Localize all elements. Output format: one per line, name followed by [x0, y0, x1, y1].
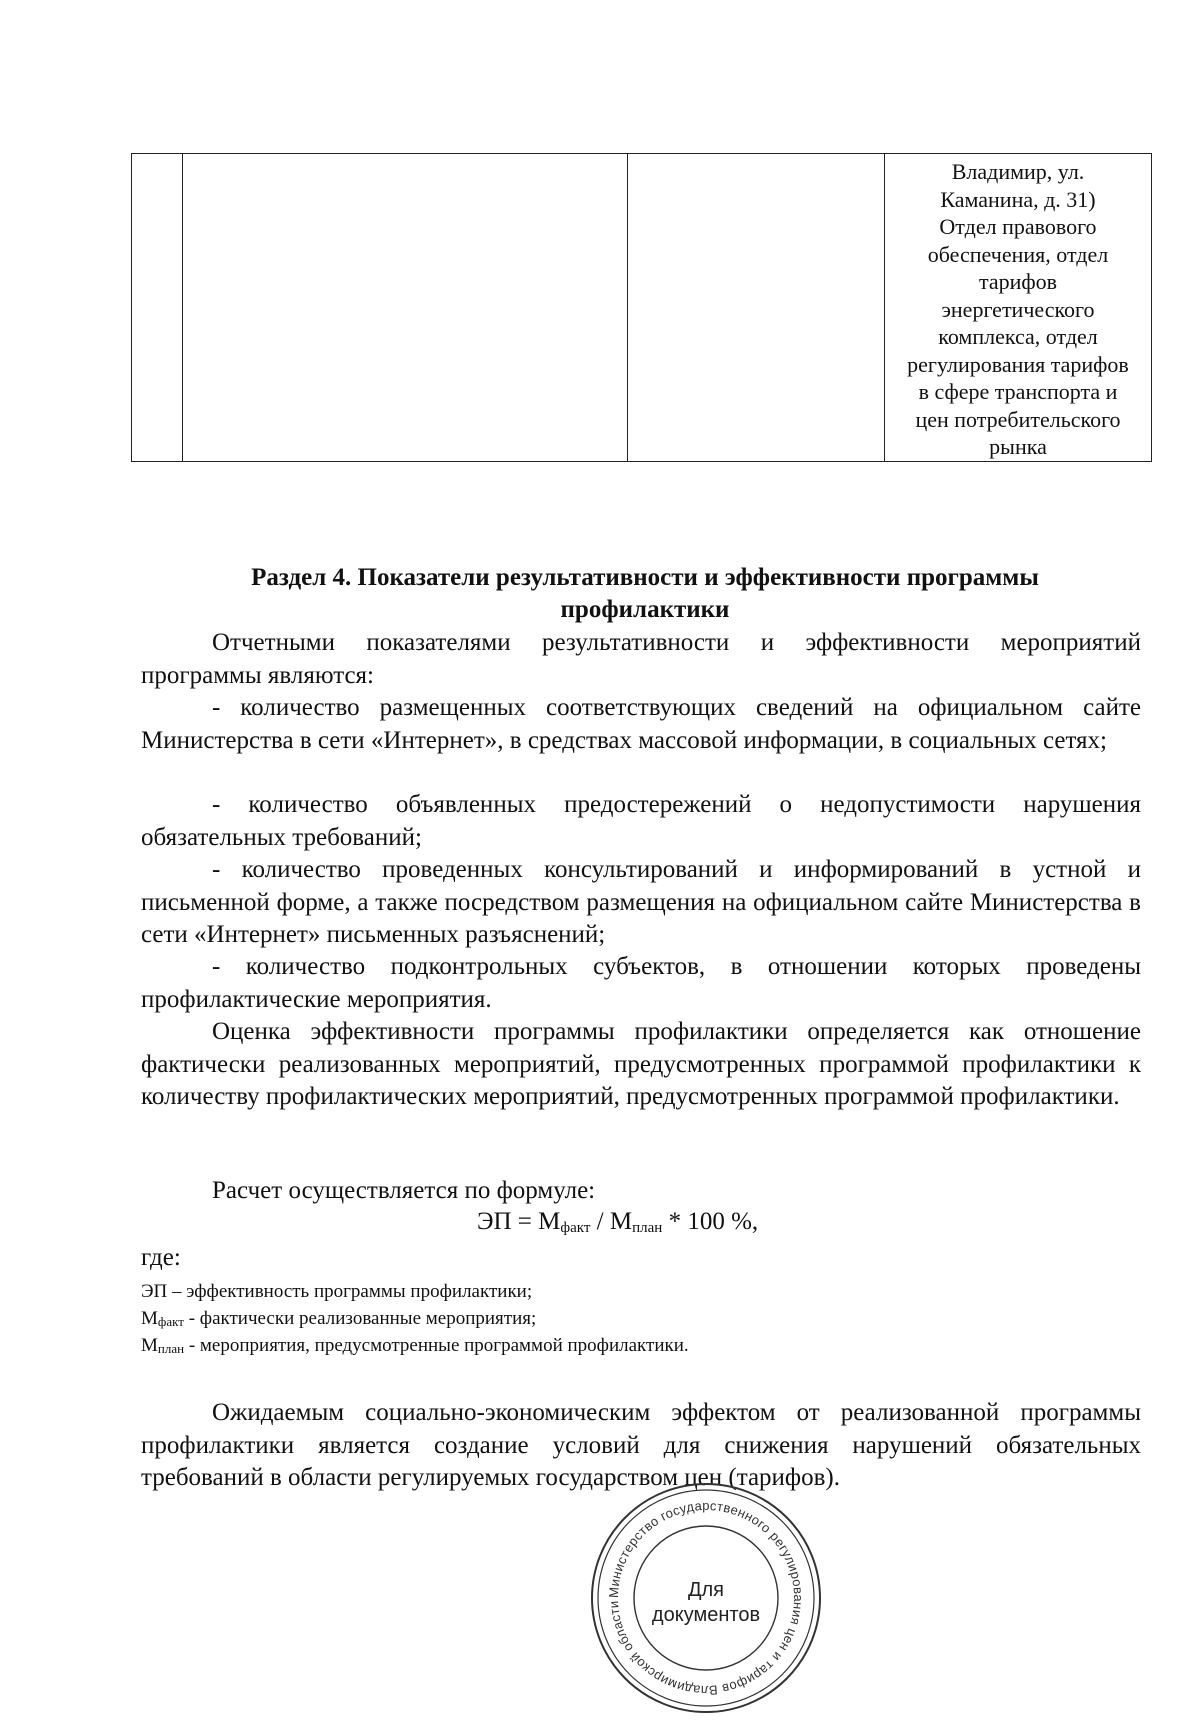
stamp-center-text: [586, 1578, 826, 1628]
definition-symbol: М: [141, 1335, 158, 1356]
official-stamp: [586, 1478, 826, 1718]
formula: [477, 1206, 758, 1244]
evaluation-paragraph: [141, 1016, 1141, 1114]
list-item: [141, 854, 1141, 952]
section-title-line2: профилактики: [560, 596, 730, 623]
list-item-text: - количество проведенных консультирований и информирований в устной и письменной форме, а также посредством размещения на официальном сайте Министерства в сети «Интернет» письменных разъяснений;: [141, 856, 1141, 948]
table-cell-number: [132, 154, 183, 462]
table-row: [132, 154, 1152, 462]
definition-item: [141, 1307, 536, 1334]
responsible-text: Владимир, ул. Каманина, д. 31) Отдел правового обеспечения, отдел тарифов энергетического комплекса, отдел регулирования тарифов в сфере транспорта и цен потребительского рынка: [907, 159, 1129, 459]
definition-sub: факт: [157, 1314, 184, 1329]
definition-text: – эффективность программы профилактики;: [167, 1281, 533, 1302]
stamp-ring-text: Министерство государственного регулирования цен и тарифов Владимирской области: [605, 1497, 807, 1699]
table-cell-responsible: [885, 154, 1152, 462]
stamp-center-line1: Для: [687, 1579, 725, 1601]
table-fragment: [131, 153, 1152, 462]
list-item: [141, 789, 1141, 854]
list-item-text: - количество подконтрольных субъектов, в отношении которых проведены профилактические мероприятия.: [141, 953, 1141, 1013]
table-cell-event: [183, 154, 628, 462]
conclusion-text: Ожидаемым социально-экономическим эффектом от реализованной программы профилактики является создание условий для снижения нарушений обязательных требований в области регулируемых государством цен (тарифов).: [141, 1399, 1141, 1491]
definition-symbol: М: [141, 1308, 158, 1329]
definition-text: - фактически реализованные мероприятия;: [183, 1308, 537, 1329]
list-item-text: - количество объявленных предостережений о недопустимости нарушения обязательных требований;: [141, 791, 1141, 851]
stamp-center-line2: документов: [651, 1604, 761, 1626]
section-title-line1: Раздел 4. Показатели результативности и эффективности программы: [251, 564, 1039, 591]
where-label: где:: [141, 1244, 181, 1271]
list-item: [141, 951, 1141, 1016]
definition-symbol: ЭП: [141, 1281, 168, 1302]
intro-text: Отчетными показателями результативности и эффективности мероприятий программы являются:: [141, 629, 1141, 689]
formula-mid: / М: [590, 1208, 633, 1235]
evaluation-text: Оценка эффективности программы профилактики определяется как отношение фактически реализованных мероприятий, предусмотренных программой профилактики к количеству профилактических мероприятий, предусмотренных программой профилактики.: [141, 1018, 1141, 1110]
definition-text: - мероприятия, предусмотренные программой профилактики.: [184, 1335, 689, 1356]
table-cell-term: [628, 154, 885, 462]
formula-rhs: * 100 %,: [662, 1208, 759, 1235]
list-item: [141, 692, 1141, 757]
section-title: [140, 562, 1150, 626]
formula-sub-fact: факт: [560, 1220, 591, 1236]
definition-item: [141, 1334, 689, 1361]
formula-intro: Расчет осуществляется по формуле:: [212, 1177, 596, 1204]
list-item-text: - количество размещенных соответствующих сведений на официальном сайте Министерства в сети «Интернет», в средствах массовой информации, в социальных сетях;: [141, 694, 1141, 754]
formula-sub-plan: план: [632, 1220, 663, 1236]
formula-lhs: ЭП = М: [477, 1208, 561, 1235]
intro-paragraph: [141, 627, 1141, 692]
definition-sub: план: [157, 1341, 185, 1356]
definition-item: [141, 1280, 532, 1304]
